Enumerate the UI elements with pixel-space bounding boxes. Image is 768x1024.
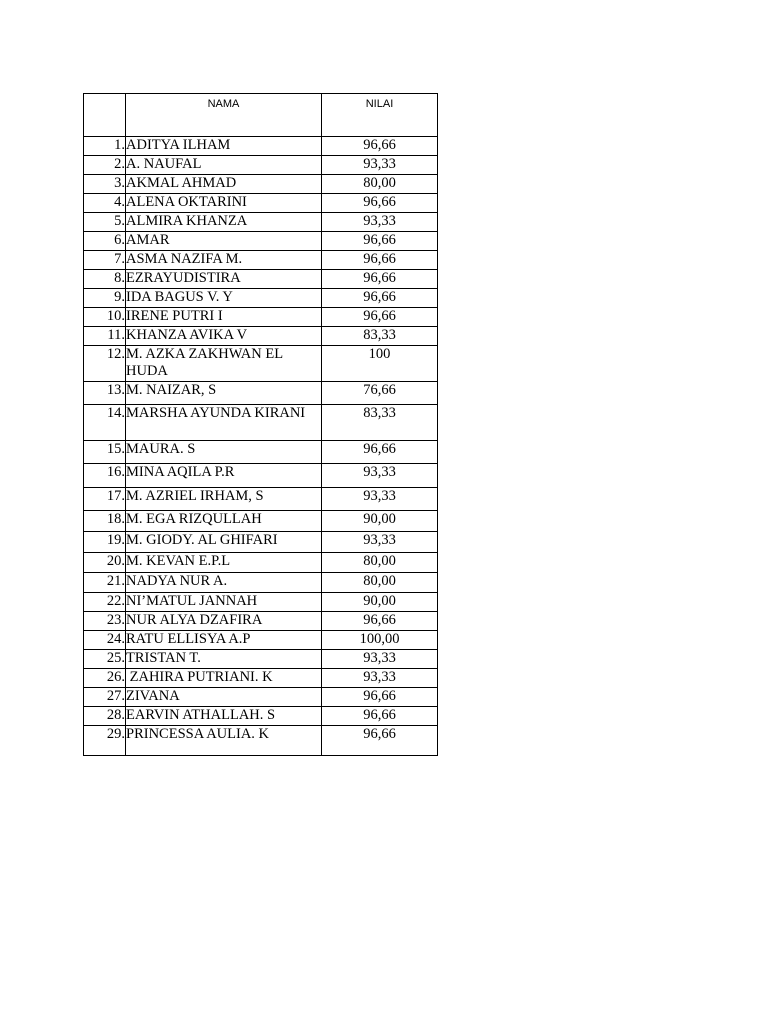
student-score: 93,33 (322, 488, 438, 511)
student-score: 93,33 (322, 213, 438, 232)
student-score: 96,66 (322, 308, 438, 327)
student-score: 93,33 (322, 650, 438, 669)
student-score: 96,66 (322, 726, 438, 756)
student-score: 93,33 (322, 156, 438, 175)
table-row (84, 308, 438, 327)
student-score: 96,66 (322, 137, 438, 156)
table-row (84, 346, 438, 382)
row-number: 25. (84, 650, 126, 669)
student-score: 80,00 (322, 175, 438, 194)
row-number: 10. (84, 308, 126, 327)
student-name: NUR ALYA DZAFIRA (126, 612, 322, 631)
row-number: 18. (84, 511, 126, 532)
row-number: 7. (84, 251, 126, 270)
grades-table (83, 93, 438, 756)
student-name: ALENA OKTARINI (126, 194, 322, 213)
header-row (84, 94, 438, 137)
table-row (84, 175, 438, 194)
student-score: 100,00 (322, 631, 438, 650)
row-number: 21. (84, 573, 126, 593)
student-score: 96,66 (322, 232, 438, 251)
table-row (84, 573, 438, 593)
student-name: EZRAYUDISTIRA (126, 270, 322, 289)
table-row (84, 251, 438, 270)
student-name: AKMAL AHMAD (126, 175, 322, 194)
row-number: 23. (84, 612, 126, 631)
table-row (84, 405, 438, 441)
student-name: KHANZA AVIKA V (126, 327, 322, 346)
student-name: TRISTAN T. (126, 650, 322, 669)
table-row (84, 488, 438, 511)
student-score: 93,33 (322, 669, 438, 688)
student-score: 83,33 (322, 405, 438, 441)
table-row (84, 382, 438, 405)
table-row (84, 631, 438, 650)
student-name: AMAR (126, 232, 322, 251)
student-name: M. NAIZAR, S (126, 382, 322, 405)
row-number: 11. (84, 327, 126, 346)
row-number: 15. (84, 441, 126, 464)
table-row (84, 464, 438, 488)
row-number: 26. (84, 669, 126, 688)
student-name: ZIVANA (126, 688, 322, 707)
student-name: A. NAUFAL (126, 156, 322, 175)
table-row (84, 726, 438, 756)
student-name: ASMA NAZIFA M. (126, 251, 322, 270)
student-score: 96,66 (322, 612, 438, 631)
table-row (84, 532, 438, 553)
table-row (84, 289, 438, 308)
row-number: 1. (84, 137, 126, 156)
row-number: 12. (84, 346, 126, 382)
value-column-header: NILAI (322, 94, 438, 137)
table-row (84, 441, 438, 464)
row-number: 27. (84, 688, 126, 707)
row-number: 8. (84, 270, 126, 289)
row-number: 6. (84, 232, 126, 251)
student-score: 83,33 (322, 327, 438, 346)
row-number: 16. (84, 464, 126, 488)
student-name: M. KEVAN E.P.L (126, 553, 322, 573)
row-number: 22. (84, 593, 126, 612)
table-row (84, 156, 438, 175)
row-number: 28. (84, 707, 126, 726)
table-row (84, 327, 438, 346)
student-name: IRENE PUTRI I (126, 308, 322, 327)
student-score: 76,66 (322, 382, 438, 405)
table-row (84, 669, 438, 688)
student-name: MINA AQILA P.R (126, 464, 322, 488)
table-row (84, 688, 438, 707)
student-score: 80,00 (322, 553, 438, 573)
student-name: M. AZRIEL IRHAM, S (126, 488, 322, 511)
row-number: 13. (84, 382, 126, 405)
table-row (84, 270, 438, 289)
student-score: 80,00 (322, 573, 438, 593)
table-row (84, 232, 438, 251)
student-name: M. GIODY. AL GHIFARI (126, 532, 322, 553)
student-score: 96,66 (322, 251, 438, 270)
table-row (84, 553, 438, 573)
table-row (84, 194, 438, 213)
student-name: ZAHIRA PUTRIANI. K (126, 669, 322, 688)
student-name: IDA BAGUS V. Y (126, 289, 322, 308)
row-number: 3. (84, 175, 126, 194)
table-row (84, 511, 438, 532)
student-name: ALMIRA KHANZA (126, 213, 322, 232)
row-number: 5. (84, 213, 126, 232)
table-row (84, 593, 438, 612)
student-name: NI’MATUL JANNAH (126, 593, 322, 612)
table-row (84, 137, 438, 156)
grades-table-body (84, 137, 438, 756)
table-row (84, 707, 438, 726)
student-name: M. EGA RIZQULLAH (126, 511, 322, 532)
student-score: 96,66 (322, 707, 438, 726)
row-number: 20. (84, 553, 126, 573)
student-score: 90,00 (322, 593, 438, 612)
row-number: 14. (84, 405, 126, 441)
row-number: 29. (84, 726, 126, 756)
student-name: PRINCESSA AULIA. K (126, 726, 322, 756)
student-score: 96,66 (322, 289, 438, 308)
student-name: ADITYA ILHAM (126, 137, 322, 156)
table-row (84, 612, 438, 631)
row-number: 17. (84, 488, 126, 511)
row-number: 24. (84, 631, 126, 650)
table-row (84, 650, 438, 669)
student-score: 100 (322, 346, 438, 382)
row-number: 19. (84, 532, 126, 553)
student-name: EARVIN ATHALLAH. S (126, 707, 322, 726)
student-name: MAURA. S (126, 441, 322, 464)
student-name: M. AZKA ZAKHWAN EL HUDA (126, 346, 322, 382)
student-score: 93,33 (322, 532, 438, 553)
student-score: 93,33 (322, 464, 438, 488)
row-number: 2. (84, 156, 126, 175)
student-score: 96,66 (322, 441, 438, 464)
student-score: 96,66 (322, 194, 438, 213)
number-column-header (84, 94, 126, 137)
student-name: RATU ELLISYA A.P (126, 631, 322, 650)
student-score: 90,00 (322, 511, 438, 532)
table-row (84, 213, 438, 232)
student-score: 96,66 (322, 270, 438, 289)
row-number: 9. (84, 289, 126, 308)
student-name: MARSHA AYUNDA KIRANI (126, 405, 322, 441)
row-number: 4. (84, 194, 126, 213)
student-name: NADYA NUR A. (126, 573, 322, 593)
name-column-header: NAMA (126, 94, 322, 137)
student-score: 96,66 (322, 688, 438, 707)
